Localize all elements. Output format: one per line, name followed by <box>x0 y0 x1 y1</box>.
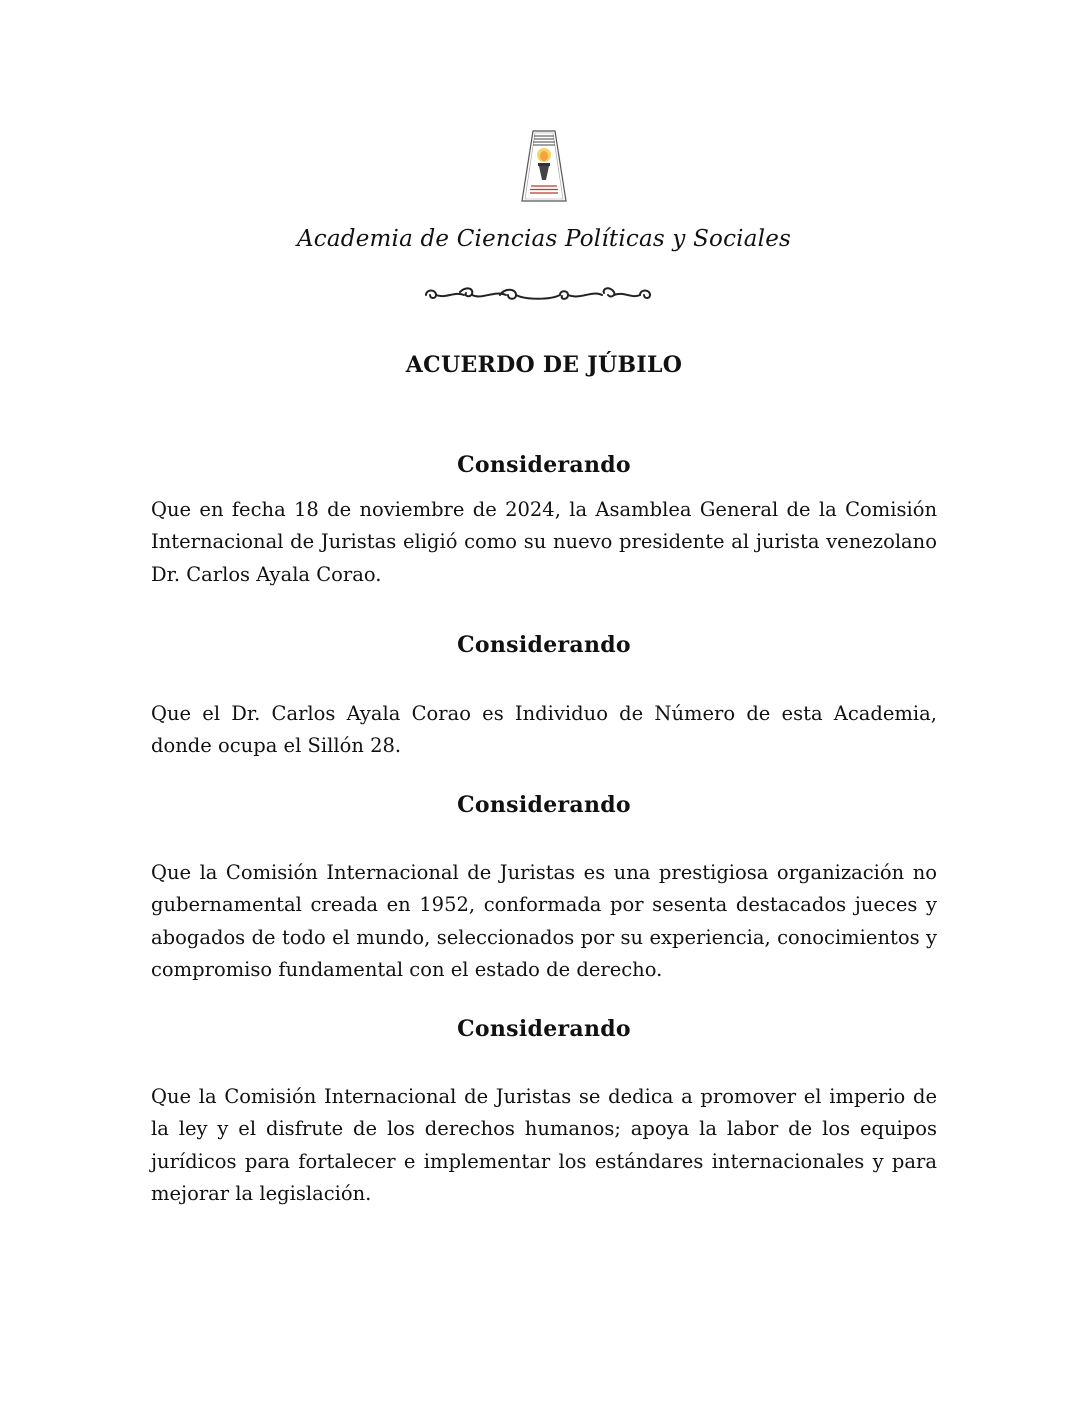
document-title: ACUERDO DE JÚBILO <box>405 352 683 378</box>
flourish-divider-icon <box>420 284 656 306</box>
section-heading: Considerando <box>457 1016 631 1042</box>
section-paragraph: Que el Dr. Carlos Ayala Corao es Individuo de Número de esta Academia, donde ocupa el Sillón 28. <box>151 702 937 758</box>
section-heading: Considerando <box>457 452 631 478</box>
section-paragraph: Que la Comisión Internacional de Juristas es una prestigiosa organización no gubernamental creada en 1952, conformada por sesenta destacados jueces y abogados de todo el mundo, seleccionados por su experiencia, conocimientos y compromiso fundamental con el estado de derecho. <box>151 861 937 981</box>
section-heading: Considerando <box>457 632 631 658</box>
section-paragraph: Que la Comisión Internacional de Juristas se dedica a promover el imperio de la ley y el disfrute de los derechos humanos; apoya la labor de los equipos jurídicos para fortalecer e implementar los estándares internacionales y para mejorar la legislación. <box>151 1085 937 1205</box>
section-heading: Considerando <box>457 792 631 818</box>
academy-torch-seal-icon <box>519 130 569 202</box>
section-paragraph: Que en fecha 18 de noviembre de 2024, la Asamblea General de la Comisión Internacional de Juristas eligió como su nuevo presidente al jurista venezolano Dr. Carlos Ayala Corao. <box>151 498 937 586</box>
academy-logo-icon <box>519 130 569 202</box>
institution-name: Academia de Ciencias Políticas y Sociales <box>296 226 792 252</box>
